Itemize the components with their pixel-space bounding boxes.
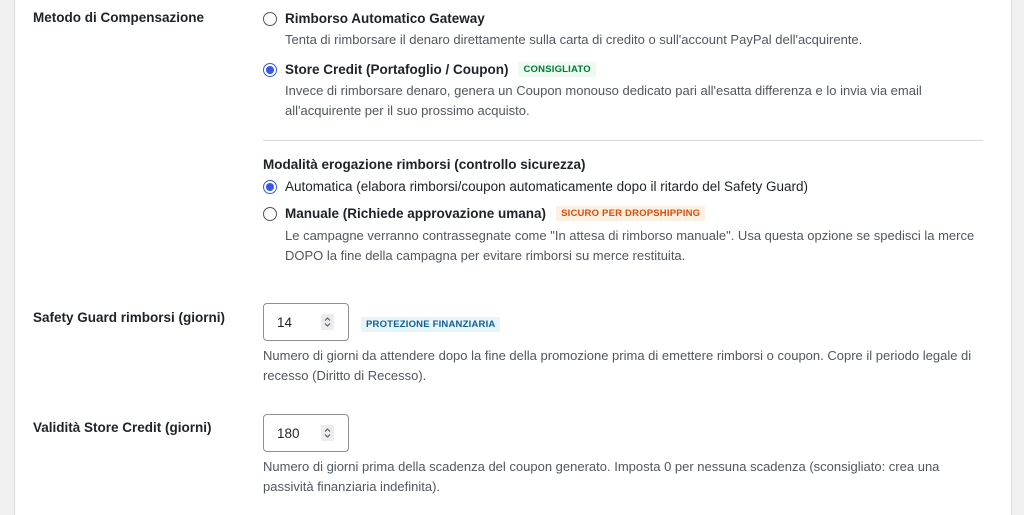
automatic-mode-label[interactable]: Automatica (elabora rimborsi/coupon automaticamente dopo il ritardo del Safety Guard)	[285, 179, 809, 194]
manual-mode-radio[interactable]	[263, 207, 277, 221]
store-credit-validity-description: Numero di giorni prima della scadenza del coupon generato. Imposta 0 per nessuna scadenza (sconsigliato: crea una passività finanziaria indefinita).	[263, 459, 940, 494]
safety-guard-description: Numero di giorni da attendere dopo la fine della promozione prima di emettere rimborsi o coupon. Copre il periodo legale di recesso (Diritto di Recesso).	[263, 348, 972, 383]
gateway-refund-radio[interactable]	[263, 12, 277, 26]
safety-guard-days-value[interactable]: 14	[277, 314, 293, 330]
financial-protection-badge: PROTEZIONE FINANZIARIA	[361, 317, 500, 332]
recommended-badge: CONSIGLIATO	[518, 62, 595, 77]
gateway-refund-option[interactable]	[263, 11, 485, 26]
store-credit-stepper-icon[interactable]	[321, 425, 334, 441]
safety-guard-stepper-icon[interactable]	[321, 314, 334, 330]
automatic-mode-radio[interactable]	[263, 180, 277, 194]
store-credit-description: Invece di rimborsare denaro, genera un Coupon monouso dedicato pari all'esatta differenza e lo invia via email all'acquirente per il suo prossimo acquisto.	[285, 83, 922, 118]
manual-mode-description: Le campagne verranno contrassegnate come "In attesa di rimborso manuale". Usa questa opzione se spedisci la merce DOPO la fine della campagna per evitare rimborsi su merce restituita.	[285, 228, 975, 263]
compensation-method-label: Metodo di Compensazione	[33, 10, 205, 25]
section-divider	[263, 140, 983, 141]
store-credit-validity-label: Validità Store Credit (giorni)	[33, 420, 212, 435]
store-credit-validity-value[interactable]: 180	[277, 425, 300, 441]
manual-mode-label[interactable]: Manuale (Richiede approvazione umana)	[285, 206, 547, 221]
store-credit-radio[interactable]	[263, 63, 277, 77]
safety-guard-label: Safety Guard rimborsi (giorni)	[33, 310, 226, 325]
gateway-refund-label[interactable]: Rimborso Automatico Gateway	[285, 11, 485, 26]
store-credit-label[interactable]: Store Credit (Portafoglio / Coupon)	[285, 62, 509, 77]
safety-guard-days-input[interactable]	[263, 303, 349, 341]
automatic-mode-option[interactable]	[263, 179, 808, 194]
store-credit-option[interactable]	[263, 62, 596, 77]
dropshipping-safe-badge: SICURO PER DROPSHIPPING	[556, 206, 705, 221]
gateway-refund-description: Tenta di rimborsare il denaro direttamente sulla carta di credito o sull'account PayPal dell'acquirente.	[285, 32, 863, 47]
manual-mode-option[interactable]	[263, 206, 705, 221]
store-credit-validity-input[interactable]	[263, 414, 349, 452]
delivery-mode-heading: Modalità erogazione rimborsi (controllo sicurezza)	[263, 157, 586, 172]
